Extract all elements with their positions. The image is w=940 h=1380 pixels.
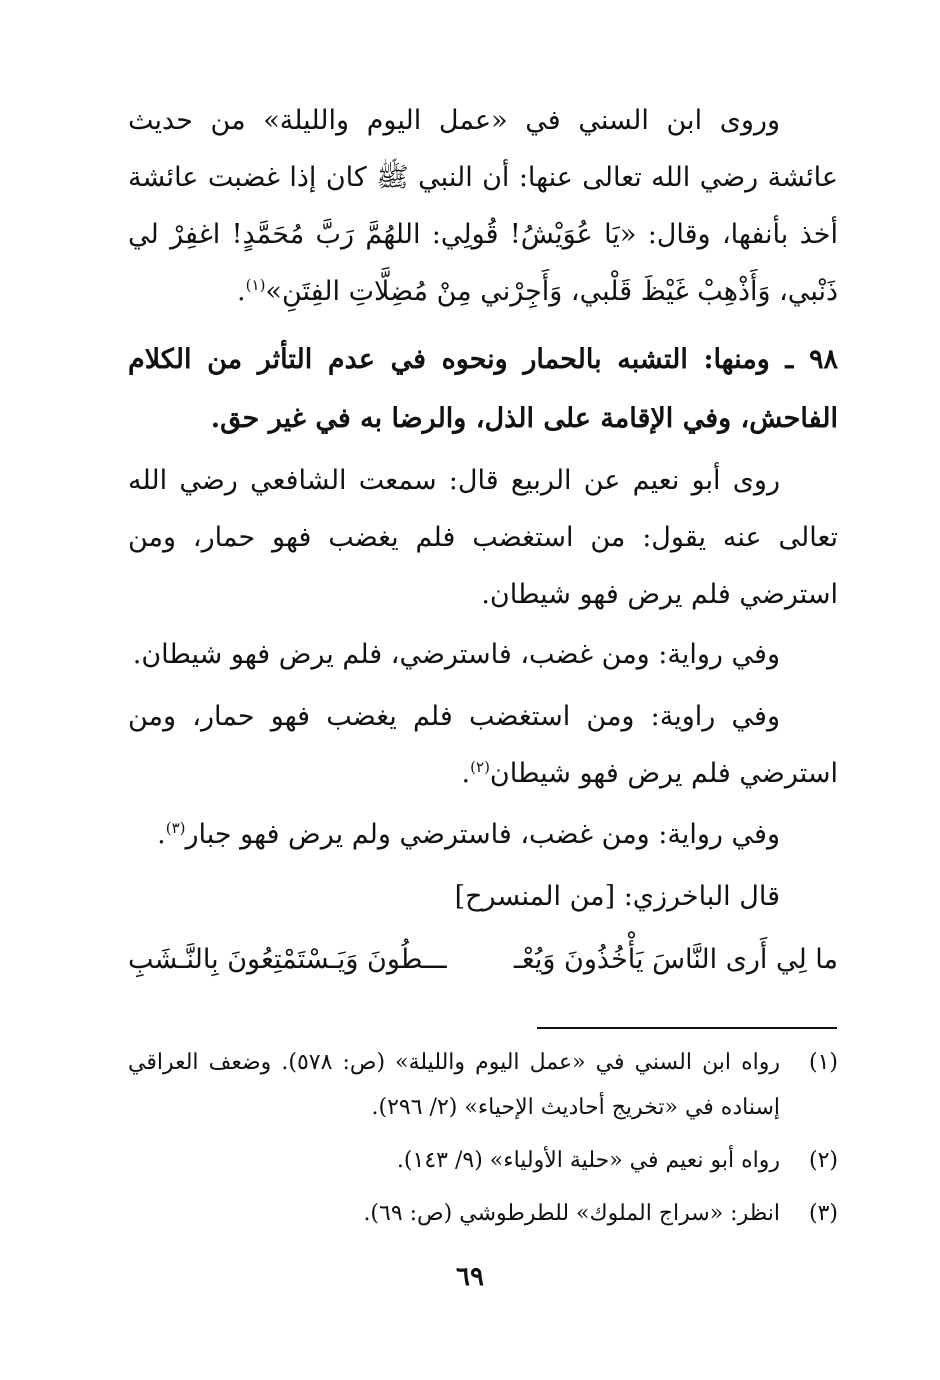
paragraph-riwaya-1 (128, 626, 838, 683)
paragraph-text: وفي رواية: ومن غضب، فاسترضي، فلم يرض فهو شيطان. (132, 639, 780, 670)
paragraph-text: وفي رواية: ومن غضب، فاسترضي ولم يرض فهو جبار (185, 819, 780, 850)
footnotes (128, 1040, 838, 1236)
poetry-verse (128, 930, 838, 990)
footnote-text: رواه ابن السني في «عمل اليوم والليلة» (ص: ٥٧٨). وضعف العراقي إسناده في «تخريج أحاديث الإحياء» (٢/ ٢٩٦). (128, 1050, 781, 1120)
footnote-number: (٣) (808, 1201, 838, 1226)
footnote-3 (128, 1191, 838, 1236)
paragraph-text: روى أبو نعيم عن الربيع قال: سمعت الشافعي رضي الله تعالى عنه يقول: من استغضب فلم يغضب فهو حمار، ومن استرضي فلم يرض فهو شيطان. (128, 465, 838, 610)
paragraph-text: وفي راوية: ومن استغضب فلم يغضب فهو حمار، ومن استرضي فلم يرض فهو شيطان (128, 701, 838, 789)
paragraph-ibn-sunni (128, 92, 838, 320)
section-heading-98: ٩٨ ـ ومنها: التشبه بالحمار ونحوه في عدم التأثر من الكلام الفاحش، وفي الإقامة على الذل، والرضا به في غير حق. (128, 344, 838, 434)
verse-first-hemistich: ما لِي أَرى النَّاسَ يَأْخُذُونَ وَيُعْـ (513, 944, 838, 975)
footnote-1 (128, 1040, 838, 1130)
footnote-number: (١) (808, 1050, 838, 1075)
paragraph-end: . (461, 758, 471, 789)
paragraph-riwaya-2 (128, 688, 838, 802)
verse-second-hemistich: ـــطُونَ وَيَـسْتَمْتِعُونَ بِالنَّـشَبِ (128, 944, 447, 975)
paragraph-text: قال الباخرزي: [من المنسرح] (454, 881, 780, 912)
footnote-number: (٢) (808, 1148, 838, 1173)
paragraph-end: . (157, 819, 166, 850)
footnote-separator (537, 1027, 837, 1029)
footnote-2 (128, 1138, 838, 1183)
page-number: ٦٩ (456, 1262, 484, 1292)
paragraph-end: . (237, 276, 246, 307)
footnote-text: انظر: «سراج الملوك» للطرطوشي (ص: ٦٩). (363, 1201, 780, 1226)
footnote-text: رواه أبو نعيم في «حلية الأولياء» (٩/ ١٤٣). (396, 1148, 780, 1173)
paragraph-bakharzi (128, 868, 838, 925)
footnote-ref-1: (١) (245, 276, 266, 294)
footnote-ref-3: (٣) (165, 819, 186, 837)
footnote-ref-2: (٢) (470, 758, 490, 776)
paragraph-riwaya-3 (128, 806, 838, 863)
paragraph-abu-nuaym (128, 452, 838, 623)
paragraph-text: وروى ابن السني في «عمل اليوم والليلة» من حديث عائشة رضي الله تعالى عنها: أن النبي ﷺ كان إذا غضبت عائشة أخذ بأنفها، وقال: «يَا عُوَيْشُ! قُولِي: اللهُمَّ رَبَّ مُحَمَّدٍ! اغفِرْ لي ذَنْبي، وَأَذْهِبْ غَيْظَ قَلْبي، وَأَجِرْني مِنْ مُضِلَّاتِ الفِتَنِ» (128, 105, 838, 307)
